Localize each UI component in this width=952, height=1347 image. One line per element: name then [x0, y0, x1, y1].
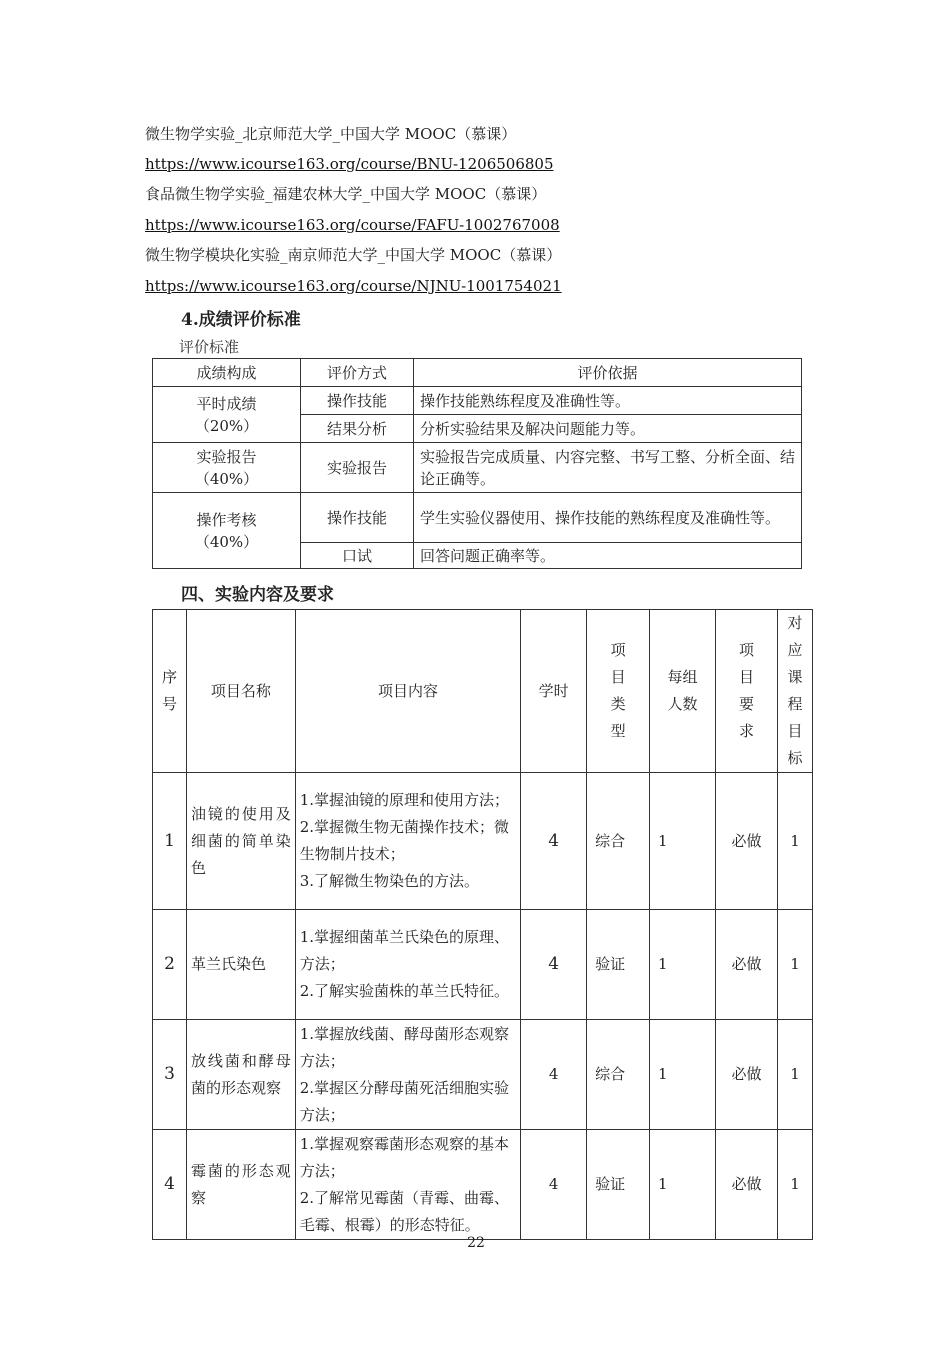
grade-method: 操作技能 — [301, 387, 414, 415]
grade-component: 实验报告 （40%） — [153, 443, 301, 493]
group-size: 1 — [650, 1130, 716, 1240]
project-name: 霉菌的形态观察 — [186, 1130, 295, 1240]
table-row — [153, 910, 813, 1020]
grade-component: 操作考核 （40%） — [153, 493, 301, 569]
header-cell: 评价方式 — [301, 359, 414, 387]
requirement: 必做 — [715, 910, 777, 1020]
resource-title-2: 食品微生物学实验_福建农林大学_中国大学 MOOC（慕课） — [145, 185, 547, 203]
grading-caption: 评价标准 — [179, 338, 240, 356]
table-row — [153, 1130, 813, 1240]
hours: 4 — [521, 1020, 587, 1130]
table-row — [153, 773, 813, 910]
grading-heading: 4.成绩评价标准 — [181, 310, 301, 330]
grade-method: 实验报告 — [301, 443, 414, 493]
grade-basis: 回答问题正确率等。 — [414, 543, 802, 569]
resource-link-2[interactable]: https://www.icourse163.org/course/FAFU-1002767008 — [145, 216, 560, 234]
grading-table — [152, 358, 802, 569]
grade-basis: 分析实验结果及解决问题能力等。 — [414, 415, 802, 443]
project-content: 1.掌握油镜的原理和使用方法； 2.掌握微生物无菌操作技术；微生物制片技术； 3.了解微生物染色的方法。 — [295, 773, 520, 910]
resource-title-1: 微生物学实验_北京师范大学_中国大学 MOOC（慕课） — [145, 125, 517, 143]
row-number: 2 — [153, 910, 187, 1020]
requirement: 必做 — [715, 1130, 777, 1240]
row-number: 3 — [153, 1020, 187, 1130]
project-content: 1.掌握细菌革兰氏染色的原理、方法； 2.了解实验菌株的革兰氏特征。 — [295, 910, 520, 1020]
group-size: 1 — [650, 1020, 716, 1130]
project-type: 验证 — [587, 1130, 650, 1240]
project-content: 1.掌握放线菌、酵母菌形态观察方法； 2.掌握区分酵母菌死活细胞实验方法； — [295, 1020, 520, 1130]
header-cell: 项目类型 — [587, 610, 650, 773]
hours: 4 — [521, 1130, 587, 1240]
grade-basis: 操作技能熟练程度及准确性等。 — [414, 387, 802, 415]
project-content: 1.掌握观察霉菌形态观察的基本方法； 2.了解常见霉菌（青霉、曲霉、毛霉、根霉）的形态特征。 — [295, 1130, 520, 1240]
grade-basis: 实验报告完成质量、内容完整、书写工整、分析全面、结论正确等。 — [414, 443, 802, 493]
grade-method: 口试 — [301, 543, 414, 569]
project-name: 油镜的使用及细菌的简单染色 — [186, 773, 295, 910]
resource-link-3[interactable]: https://www.icourse163.org/course/NJNU-1001754021 — [145, 277, 562, 295]
table-header-row — [153, 359, 802, 387]
experiments-table — [152, 609, 813, 1240]
header-cell: 每组人数 — [650, 610, 716, 773]
project-name: 革兰氏染色 — [186, 910, 295, 1020]
hours: 4 — [521, 910, 587, 1020]
table-row — [153, 443, 802, 493]
project-type: 验证 — [587, 910, 650, 1020]
course-goal: 1 — [777, 1130, 812, 1240]
project-type: 综合 — [587, 773, 650, 910]
header-cell: 项目内容 — [295, 610, 520, 773]
group-size: 1 — [650, 910, 716, 1020]
hours: 4 — [521, 773, 587, 910]
row-number: 4 — [153, 1130, 187, 1240]
table-row — [153, 387, 802, 415]
course-goal: 1 — [777, 910, 812, 1020]
header-cell: 成绩构成 — [153, 359, 301, 387]
grade-method: 操作技能 — [301, 493, 414, 543]
project-type: 综合 — [587, 1020, 650, 1130]
grade-basis: 学生实验仪器使用、操作技能的熟练程度及准确性等。 — [414, 493, 802, 543]
header-cell: 学时 — [521, 610, 587, 773]
course-goal: 1 — [777, 773, 812, 910]
row-number: 1 — [153, 773, 187, 910]
table-header-row — [153, 610, 813, 773]
page-number: 22 — [467, 1235, 485, 1251]
header-cell: 评价依据 — [414, 359, 802, 387]
grade-component: 平时成绩 （20%） — [153, 387, 301, 443]
header-cell: 序号 — [153, 610, 187, 773]
grade-method: 结果分析 — [301, 415, 414, 443]
requirement: 必做 — [715, 773, 777, 910]
table-row — [153, 1020, 813, 1130]
table-row — [153, 493, 802, 543]
group-size: 1 — [650, 773, 716, 910]
section-heading: 四、实验内容及要求 — [181, 585, 334, 605]
course-goal: 1 — [777, 1020, 812, 1130]
header-cell: 对应课程目标 — [777, 610, 812, 773]
resource-title-3: 微生物学模块化实验_南京师范大学_中国大学 MOOC（慕课） — [145, 246, 562, 264]
project-name: 放线菌和酵母菌的形态观察 — [186, 1020, 295, 1130]
resource-link-1[interactable]: https://www.icourse163.org/course/BNU-1206506805 — [145, 155, 554, 173]
header-cell: 项目名称 — [186, 610, 295, 773]
header-cell: 项目要求 — [715, 610, 777, 773]
requirement: 必做 — [715, 1020, 777, 1130]
